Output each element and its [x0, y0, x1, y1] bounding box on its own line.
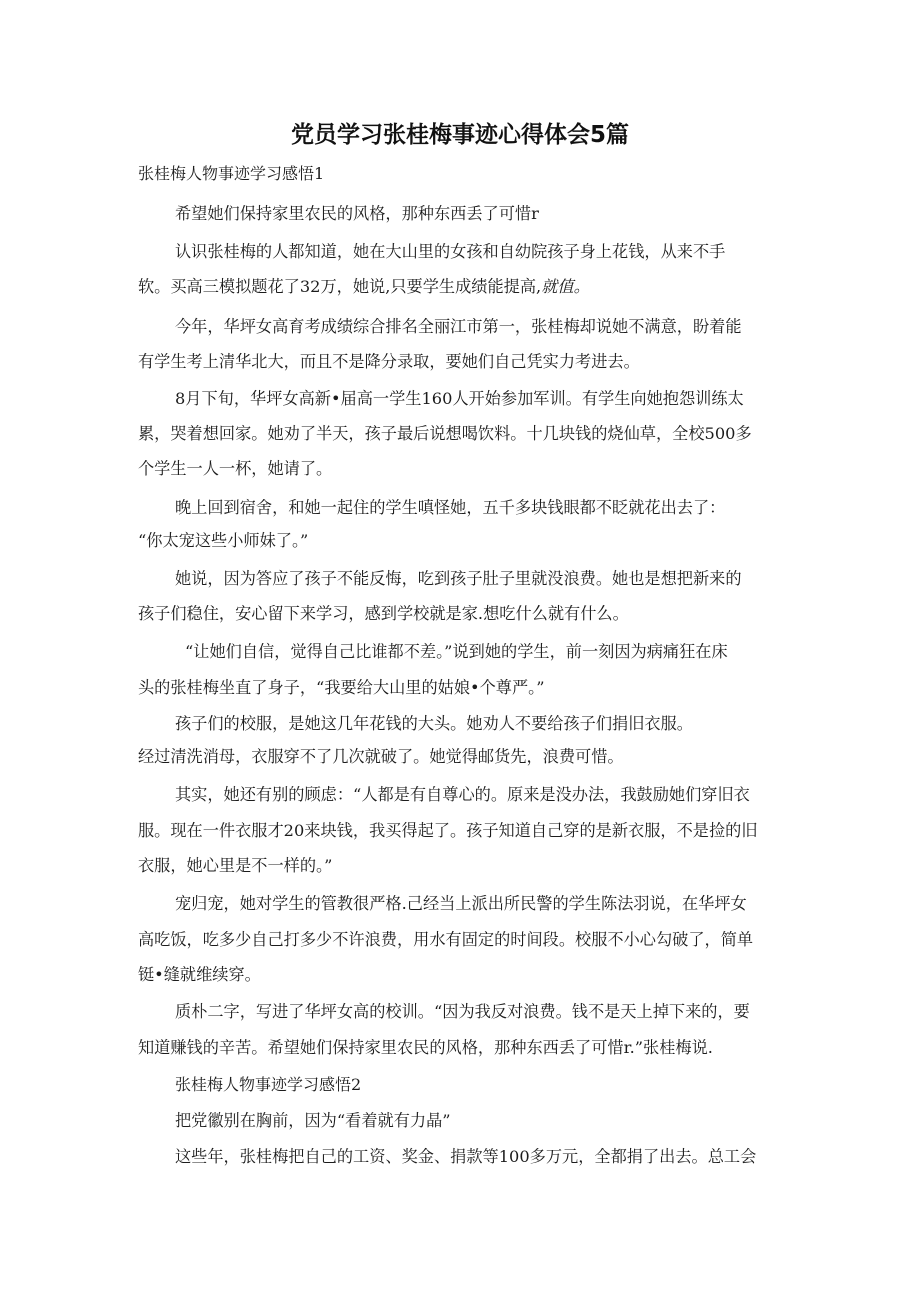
paragraph-line: 她说，因为答应了孩子不能反悔，吃到孩子肚子里就没浪费。她也是想把新来的 [175, 569, 742, 588]
paragraph-line: 把党徽别在胸前，因为“看着就有力晶” [175, 1111, 451, 1130]
paragraph-line: 这些年，张桂梅把自己的工资、奖金、捐款等100多万元，全都捐了出去。总工会 [175, 1147, 757, 1166]
paragraph-line: 8月下旬，华坪女高新•届高一学生160人开始参加军训。有学生向她抱怨训练太 [175, 389, 744, 408]
paragraph-line: 晚上回到宿舍，和她一起住的学生嗔怪她，五千多块钱眼都不眨就花出去了： [175, 498, 726, 517]
paragraph-line: 有学生考上清华北大，而且不是降分录取，要她们自己凭实力考进去。 [138, 352, 640, 371]
paragraph-line: 今年，华坪女高育考成绩综合排名全丽江市第一，张桂梅却说她不满意，盼着能 [175, 317, 742, 336]
paragraph-line: 认识张桂梅的人都知道，她在大山里的女孩和自幼院孩子身上花钱，从来不手 [175, 242, 726, 261]
paragraph-line: 高吃饭，吃多少自己打多少不许浪费，用水有固定的时间段。校服不小心勾破了，简单 [138, 930, 754, 949]
paragraph-line: 知道赚钱的辛苦。希望她们保持家里农民的风格，那种东西丢了可惜r.”张桂梅说. [138, 1038, 713, 1057]
paragraph-line: 个学生一人一杯，她请了。 [138, 459, 333, 478]
paragraph-line: 其实，她还有别的顾虑：“人都是有自尊心的。原来是没办法，我鼓励她们穿旧衣 [175, 785, 750, 804]
paragraph-line: 孩子们稳住，安心留下来学习，感到学校就是家.想吃什么就有什么。 [138, 604, 629, 623]
paragraph-emphasis: 就值。 [541, 277, 590, 296]
section-heading: 张桂梅人物事迹学习感悟1 [138, 164, 325, 183]
section-heading: 张桂梅人物事迹学习感悟2 [175, 1075, 362, 1094]
paragraph-line: 孩子们的校服，是她这几年花钱的大头。她劝人不要给孩子们捐旧衣服。 [175, 714, 693, 733]
paragraph-line: 服。现在一件衣服才20来块钱，我买得起了。孩子知道自己穿的是新衣服，不是捡的旧 [138, 821, 758, 840]
paragraph-line: 经过清洗消母，衣服穿不了几次就破了。她觉得邮货先，浪费可惜。 [138, 747, 624, 766]
paragraph-line: 头的张桂梅坐直了身子，“我要给大山里的姑娘•个尊严。” [138, 678, 545, 697]
paragraph-line: 累，哭着想回家。她劝了半天，孩子最后说想喝饮料。十几块钱的烧仙草，全校500多 [138, 424, 752, 443]
paragraph-line [138, 276, 590, 298]
paragraph-line: 铤•缝就维续穿。 [138, 965, 261, 984]
paragraph-line: 衣服，她心里是不一样的。” [138, 856, 333, 875]
paragraph-line: 质朴二字，写进了华坪女高的校训。“因为我反对浪费。钱不是天上掉下来的，要 [175, 1002, 750, 1021]
paragraph-line: 希望她们保持家里农民的风格，那种东西丢了可惜r [175, 204, 539, 223]
document-title: 党员学习张桂梅事迹心得体会5篇 [290, 122, 629, 148]
paragraph-line: 宠归宠，她对学生的管教很严格.己经当上派出所民警的学生陈法羽说，在华坪女 [175, 894, 747, 913]
paragraph-line: “让她们自信，觉得自己比谁都不差。”说到她的学生，前一刻因为病痛狂在床 [185, 642, 728, 661]
paragraph-text: 软。买高三模拟题花了32万，她说,只要学生成绩能提高, [138, 277, 542, 296]
paragraph-line: “你太宠这些小师妹了。” [138, 531, 309, 550]
